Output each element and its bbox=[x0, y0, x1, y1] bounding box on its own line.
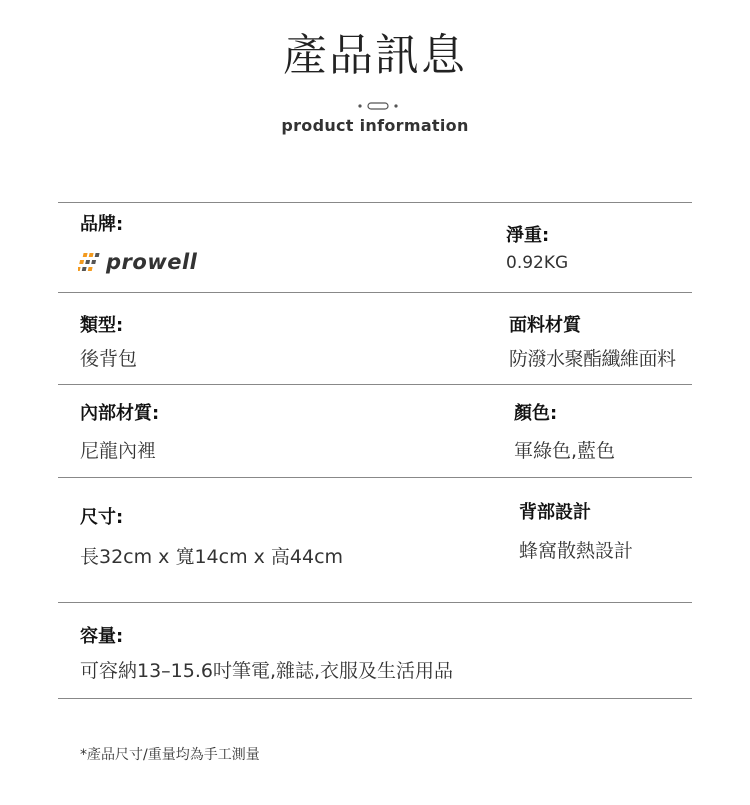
bottom-rule bbox=[58, 698, 692, 699]
weight-value: 0.92KG bbox=[506, 253, 569, 273]
prowell-logo-icon bbox=[78, 251, 102, 273]
row-rule bbox=[58, 477, 692, 478]
page-title: 產品訊息 bbox=[283, 30, 467, 81]
capacity-value: 可容納13–15.6吋筆電,雜誌,衣服及生活用品 bbox=[80, 660, 454, 682]
color-value: 軍綠色,藍色 bbox=[514, 440, 616, 462]
brand-label: 品牌: bbox=[80, 214, 124, 235]
weight-label: 淨重: bbox=[506, 225, 550, 246]
type-label: 類型: bbox=[80, 315, 124, 336]
row-rule bbox=[58, 602, 692, 603]
top-rule bbox=[58, 202, 692, 203]
size-label: 尺寸: bbox=[80, 507, 124, 528]
size-value: 長32cm x 寬14cm x 高44cm bbox=[80, 546, 344, 568]
capacity-label: 容量: bbox=[80, 626, 124, 647]
divider-ornament-icon bbox=[355, 100, 401, 112]
row-rule bbox=[58, 292, 692, 293]
fabric-label: 面料材質 bbox=[509, 315, 581, 336]
back-design-label: 背部設計 bbox=[519, 502, 591, 523]
back-design-value: 蜂窩散熱設計 bbox=[519, 540, 634, 562]
brand-logo bbox=[78, 249, 197, 275]
page-subtitle: product information bbox=[281, 116, 469, 135]
color-label: 顏色: bbox=[514, 403, 558, 424]
type-value: 後背包 bbox=[80, 348, 138, 370]
lining-label: 內部材質: bbox=[80, 403, 160, 424]
footnote: *產品尺寸/重量均為手工測量 bbox=[80, 747, 260, 763]
brand-logo-text: prowell bbox=[106, 250, 198, 274]
fabric-value: 防潑水聚酯纖維面料 bbox=[509, 348, 676, 370]
lining-value: 尼龍內裡 bbox=[80, 440, 157, 462]
row-rule bbox=[58, 384, 692, 385]
